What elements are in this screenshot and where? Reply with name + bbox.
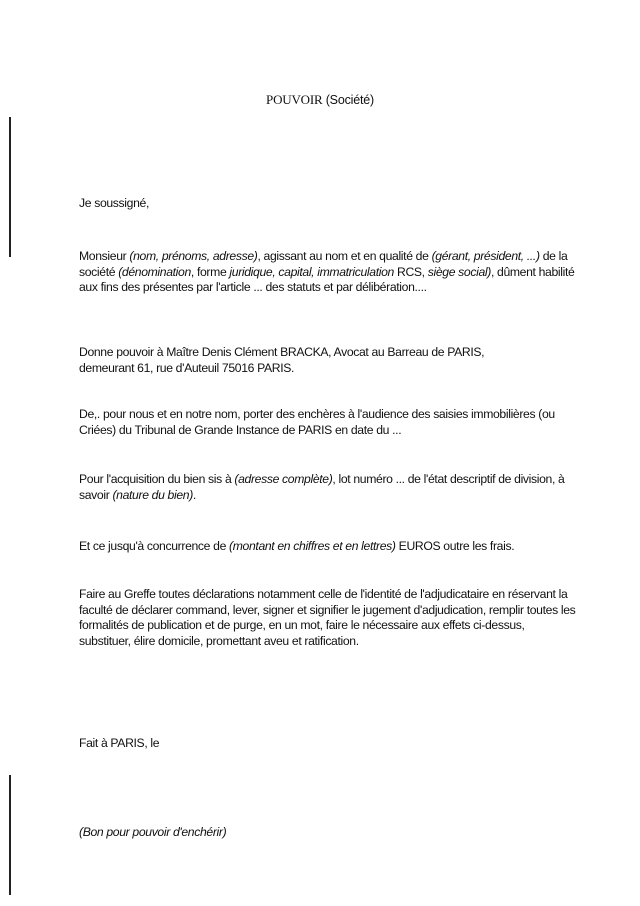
p1-text-4: , forme	[190, 264, 230, 279]
p1-placeholder-identity: (nom, prénoms, adresse)	[129, 249, 258, 263]
place-date: Fait à PARIS, le	[79, 736, 160, 750]
p4-text-2: , lot numéro ... de l'état descriptif de division, à savoir	[79, 472, 565, 502]
margin-bar-bottom	[9, 775, 11, 895]
p1-text-1: Monsieur	[79, 249, 130, 263]
p2-line-1: Donne pouvoir à Maître Denis Clément BRACKA, Avocat au Barreau de PARIS,	[79, 345, 485, 359]
document-title	[0, 92, 640, 108]
paragraph-property	[79, 472, 579, 503]
p1-placeholder-legal-form: juridique, capital, immatriculation	[229, 264, 394, 279]
p1-text-2: , agissant au nom et en qualité de	[257, 249, 432, 263]
p2-line-2: demeurant 61, rue d'Auteuil 75016 PARIS.	[79, 360, 295, 375]
p1-text-5: RCS,	[393, 264, 428, 279]
p5-text-2: EUROS outre les frais.	[395, 539, 515, 553]
p4-text-1: Pour l'acquisition du bien sis à	[79, 472, 235, 486]
title-main: POUVOIR	[266, 92, 323, 107]
p4-placeholder-nature: (nature du bien)	[112, 487, 193, 502]
p1-text-6: , dûment habilité aux fins des présentes par l'article ... des statuts et par délibération....	[79, 264, 575, 295]
p5-text-1: Et ce jusqu'à concurrence de	[79, 539, 230, 553]
title-sub: (Société)	[325, 93, 374, 107]
signature-note: (Bon pour pouvoir d'enchérir)	[79, 825, 227, 839]
p4-placeholder-address: (adresse complète)	[234, 472, 333, 486]
paragraph-formalities: Faire au Greffe toutes déclarations notamment celle de l'identité de l'adjudicataire en réservant la faculté de déclarer command, lever, signer et signifier le jugement d'adjudication, remplir toutes les formalités de publication et de purge, en un mot, faire le nécessaire aux effets ci-dessus, substituer, élire domicile, promettant aveu et ratification.	[79, 587, 576, 648]
p1-placeholder-seat: siège social)	[427, 264, 491, 279]
paragraph-auction: De,. pour nous et en notre nom, porter des enchères à l'audience des saisies immobilières (ou Criées) du Tribunal de Grande Instance de PARIS en date du ...	[79, 407, 555, 437]
paragraph-mandator	[79, 249, 579, 296]
p1-placeholder-quality: (gérant, président, ...)	[431, 249, 540, 263]
p1-placeholder-denomination: (dénomination	[118, 264, 191, 279]
greeting: Je soussigné,	[79, 196, 149, 210]
paragraph-amount	[79, 539, 579, 555]
p1-text-3: de la société	[79, 249, 568, 279]
p4-text-3: .	[192, 487, 196, 502]
p5-placeholder-amount: (montant en chiffres et en lettres)	[229, 539, 396, 553]
paragraph-lawyer	[79, 345, 579, 376]
margin-bar-top	[9, 117, 11, 257]
